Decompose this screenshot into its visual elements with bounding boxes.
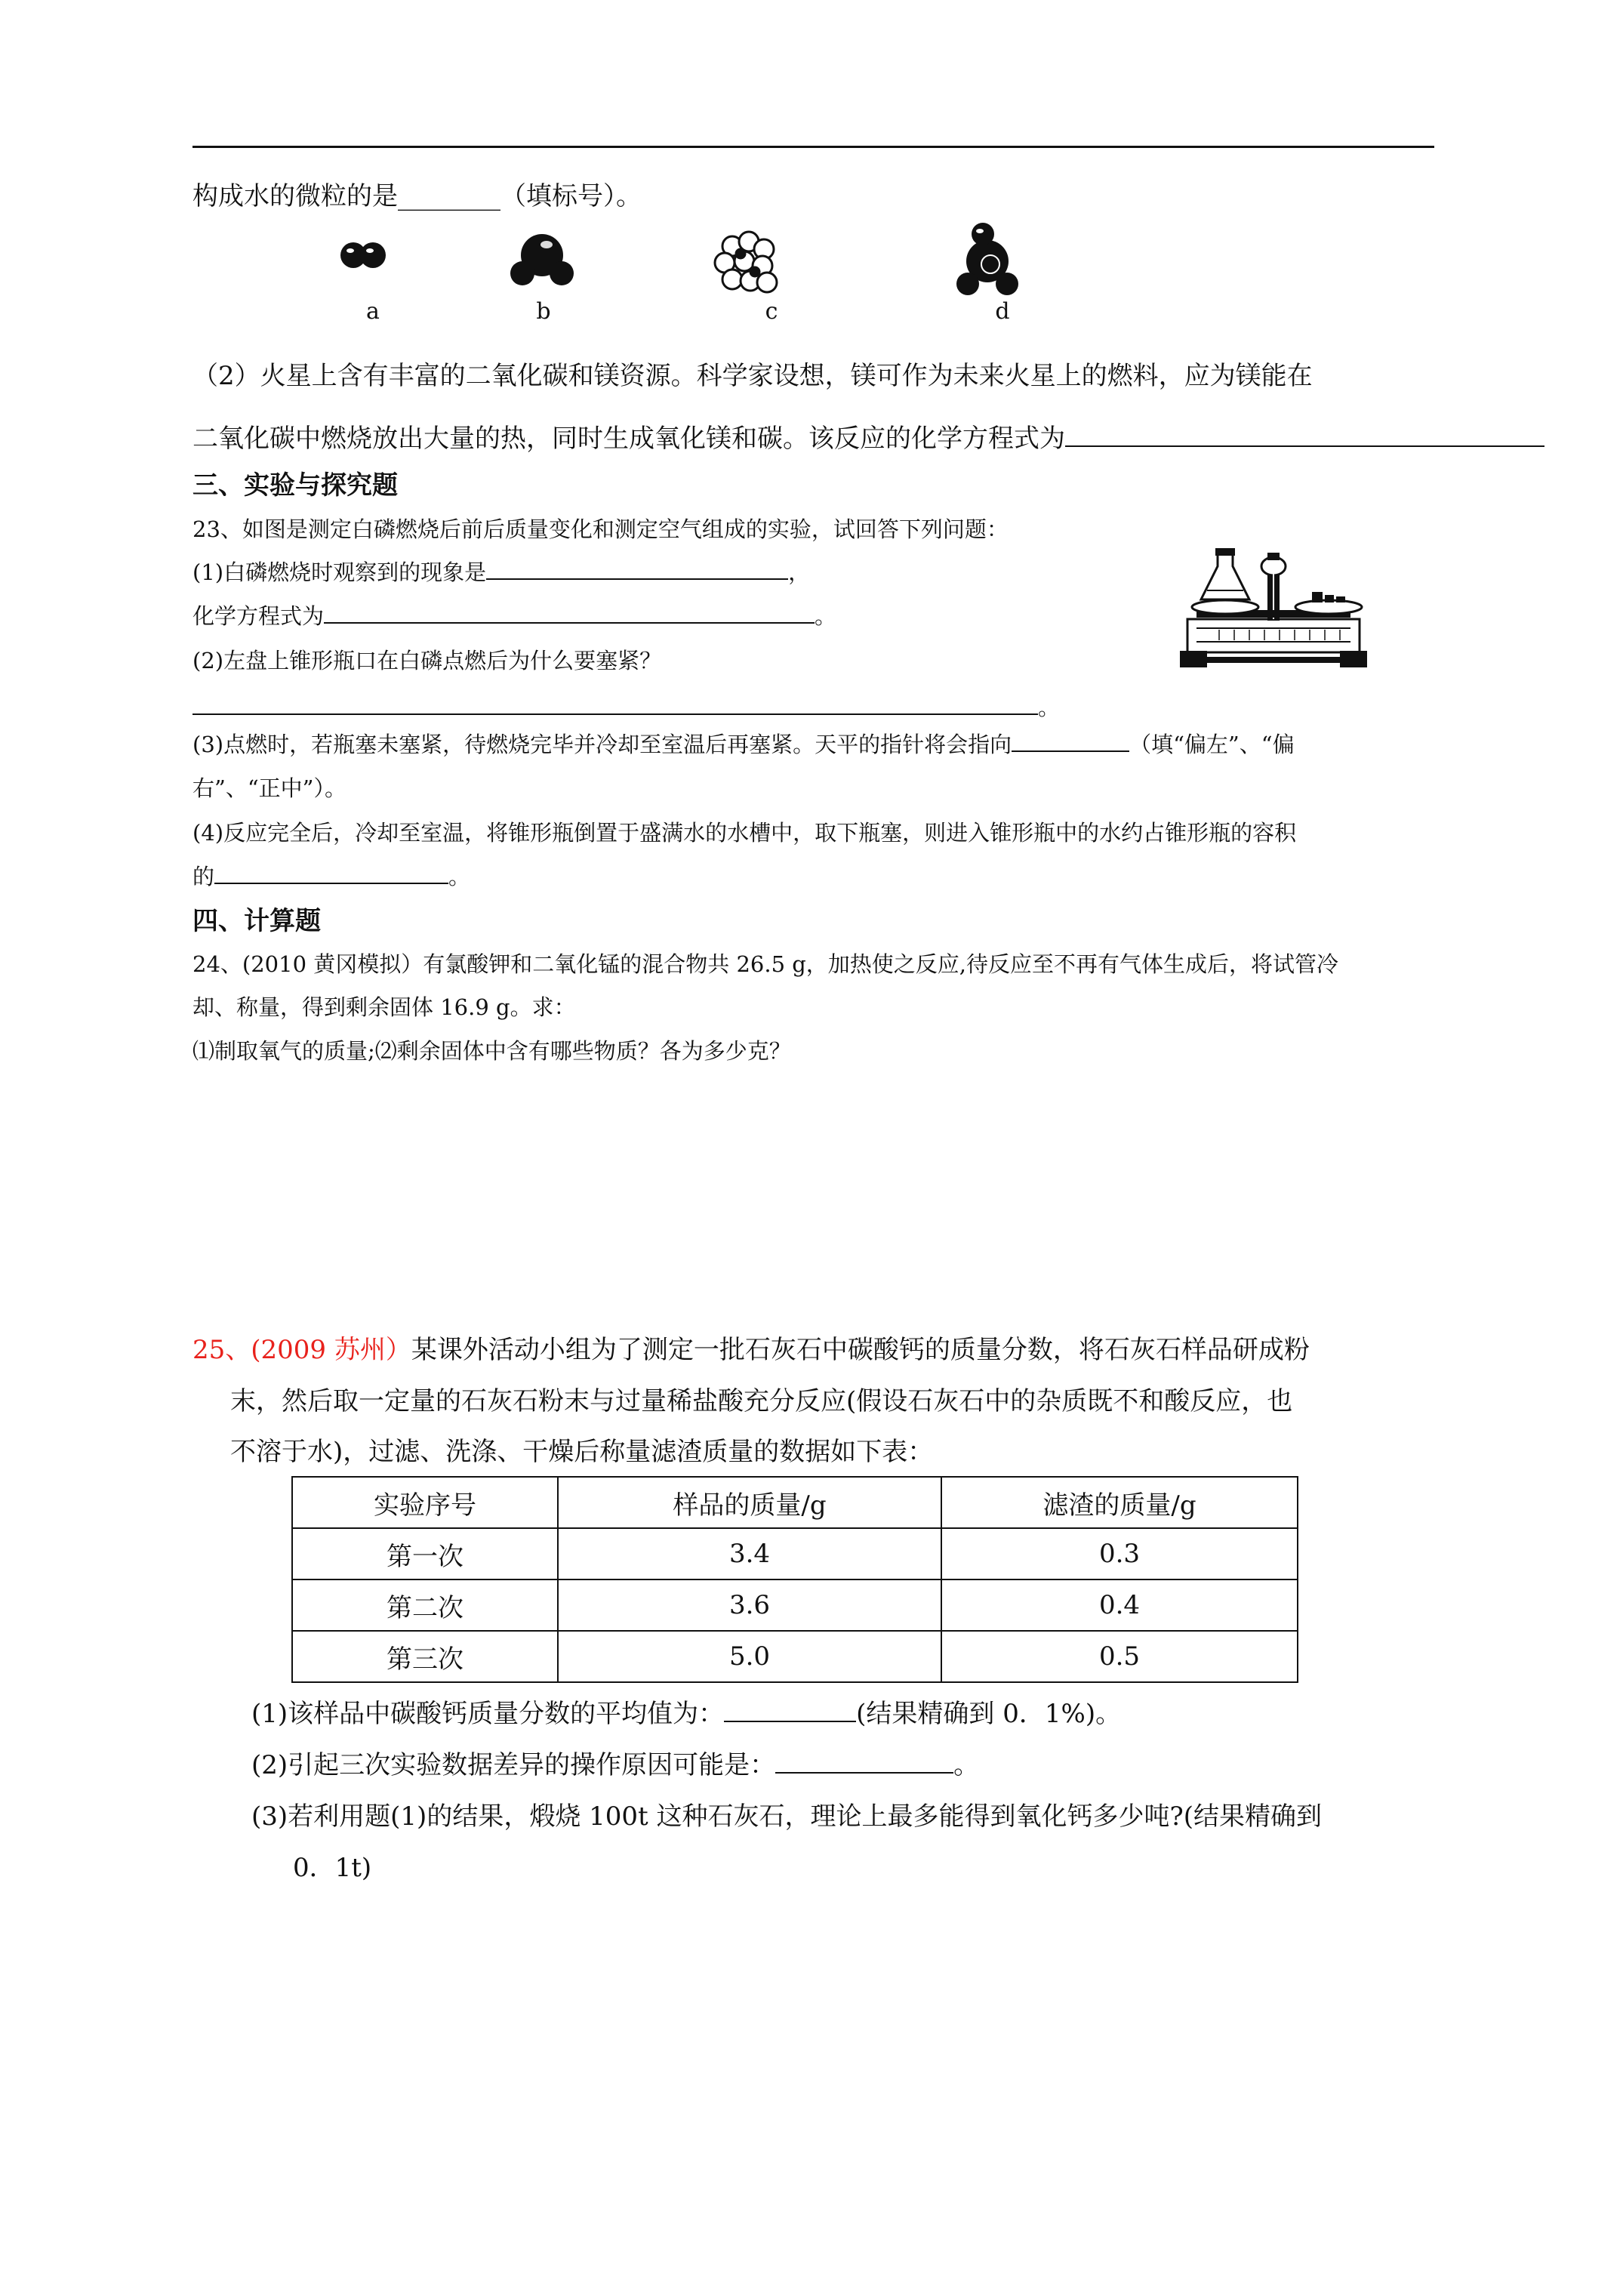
q24-line1: 24、(2010 黄冈模拟）有氯酸钾和二氧化锰的混合物共 26.5 g，加热使之反应,待反应至不再有气体生成后，将试管冷 (192, 951, 1339, 977)
q22-part2-line2 (192, 418, 1544, 455)
equation-blank[interactable] (1065, 423, 1544, 447)
molecule-a-icon (340, 242, 386, 268)
q25-part2-label: (2)引起三次实验数据差异的操作原因可能是： (251, 1750, 776, 1780)
q25-line1 (192, 1329, 1310, 1366)
caption-a: a (366, 298, 380, 325)
table-cell: 第三次 (292, 1631, 558, 1682)
header-rule (192, 146, 1434, 148)
q23-part2: (2)左盘上锥形瓶口在白磷点燃后为什么要塞紧？ (192, 648, 662, 673)
q23-part3-text: (3)点燃时，若瓶塞未塞紧，待燃烧完毕并冷却至室温后再塞紧。天平的指针将会指向 (192, 732, 1012, 757)
q25-part1-label: (1)该样品中碳酸钙质量分数的平均值为： (251, 1699, 725, 1729)
q25-part3-line1: (3)若利用题(1)的结果，煅烧 100t 这种石灰石，理论上最多能得到氧化钙多少吨?(结果精确到 (251, 1801, 1322, 1832)
molecule-c-icon (715, 232, 777, 292)
q23-part1-line1 (192, 556, 810, 587)
q22-part2-line2-text: 二氧化碳中燃烧放出大量的热，同时生成氧化镁和碳。该反应的化学方程式为 (192, 424, 1065, 454)
q25-part3-line2: 0．1t) (293, 1853, 372, 1883)
q23-part4-line2 (192, 860, 470, 891)
q23-part2-answer (192, 691, 1060, 722)
q25-part2 (251, 1744, 979, 1781)
table-header-cell: 样品的质量/g (558, 1477, 941, 1528)
caption-d: d (995, 298, 1010, 325)
molecule-d-icon (956, 223, 1018, 295)
table-cell: 3.4 (558, 1528, 941, 1579)
table-cell: 第二次 (292, 1579, 558, 1631)
volume-blank[interactable] (214, 860, 448, 884)
table-cell: 0.4 (941, 1579, 1298, 1631)
table-row (292, 1528, 1298, 1579)
table-cell: 5.0 (558, 1631, 941, 1682)
average-blank[interactable] (724, 1698, 856, 1722)
section-3-heading: 三、实验与探究题 (192, 470, 398, 501)
equation-blank-23[interactable] (324, 599, 815, 624)
q23-part4-line1: (4)反应完全后，冷却至室温，将锥形瓶倒置于盛满水的水槽中，取下瓶塞，则进入锥形瓶中的水约占锥形瓶的容积 (192, 820, 1297, 846)
table-row (292, 1631, 1298, 1682)
q25-part1-precision: (结果精确到 0．1%)。 (856, 1699, 1122, 1729)
reason-blank-25[interactable] (775, 1749, 953, 1774)
q25-line1-text: 某课外活动小组为了测定一批石灰石中碳酸钙的质量分数，将石灰石样品研成粉 (411, 1335, 1310, 1365)
results-table (291, 1476, 1298, 1683)
q23-part4-period: 。 (448, 864, 471, 889)
molecule-models (325, 219, 1049, 310)
pointer-blank[interactable] (1012, 728, 1129, 752)
q23-part3-line2: 右”、“正中”）。 (192, 775, 346, 801)
q24-line2: 却、称量，得到剩余固体 16.9 g。求： (192, 994, 576, 1020)
balance-scale-illustration (1174, 538, 1374, 681)
table-cell: 3.6 (558, 1579, 941, 1631)
q23-equation-period: 。 (815, 603, 837, 629)
caption-c: c (765, 298, 778, 325)
q25-part1 (251, 1693, 1121, 1730)
q23-equation-label: 化学方程式为 (192, 603, 325, 629)
section-4-heading: 四、计算题 (192, 906, 321, 936)
table-cell: 0.5 (941, 1631, 1298, 1682)
table-header-row (292, 1477, 1298, 1528)
table-row (292, 1579, 1298, 1631)
molecule-b-icon (510, 234, 574, 285)
q24-line3: ⑴制取氧气的质量;⑵剩余固体中含有哪些物质？各为多少克？ (192, 1038, 791, 1064)
q22-line1: 构成水的微粒的是________（填标号）。 (192, 181, 642, 211)
q23-part2-period: 。 (1038, 695, 1061, 720)
phenomenon-blank[interactable] (486, 556, 788, 580)
table-header-cell: 滤渣的质量/g (941, 1477, 1298, 1528)
table-header-cell: 实验序号 (292, 1477, 558, 1528)
table-cell: 0.3 (941, 1528, 1298, 1579)
q25-part2-period: 。 (953, 1750, 980, 1780)
caption-b: b (536, 298, 551, 325)
q22-part2-line1: （2）火星上含有丰富的二氧化碳和镁资源。科学家设想，镁可作为未来火星上的燃料，应为镁能在 (192, 361, 1313, 391)
q25-line3: 不溶于水)，过滤、洗涤、干燥后称量滤渣质量的数据如下表： (230, 1437, 934, 1467)
q25-line2: 末，然后取一定量的石灰石粉末与过量稀盐酸充分反应(假设石灰石中的杂质既不和酸反应，也 (230, 1386, 1293, 1416)
q23-part3-line1 (192, 728, 1295, 759)
q23-part1-label: (1)白磷燃烧时观察到的现象是 (192, 559, 487, 585)
q23-intro: 23、如图是测定白磷燃烧后前后质量变化和测定空气组成的实验，试回答下列问题： (192, 516, 1009, 542)
q23-part4-label: 的 (192, 864, 215, 889)
q23-part1-comma: ， (788, 559, 811, 585)
table-cell: 第一次 (292, 1528, 558, 1579)
q23-part1-line2 (192, 599, 836, 630)
q23-part3-options: （填“偏左”、“偏 (1129, 732, 1295, 757)
reason-blank[interactable] (192, 691, 1038, 715)
q25-number-source: 25、(2009 苏州） (192, 1335, 411, 1365)
